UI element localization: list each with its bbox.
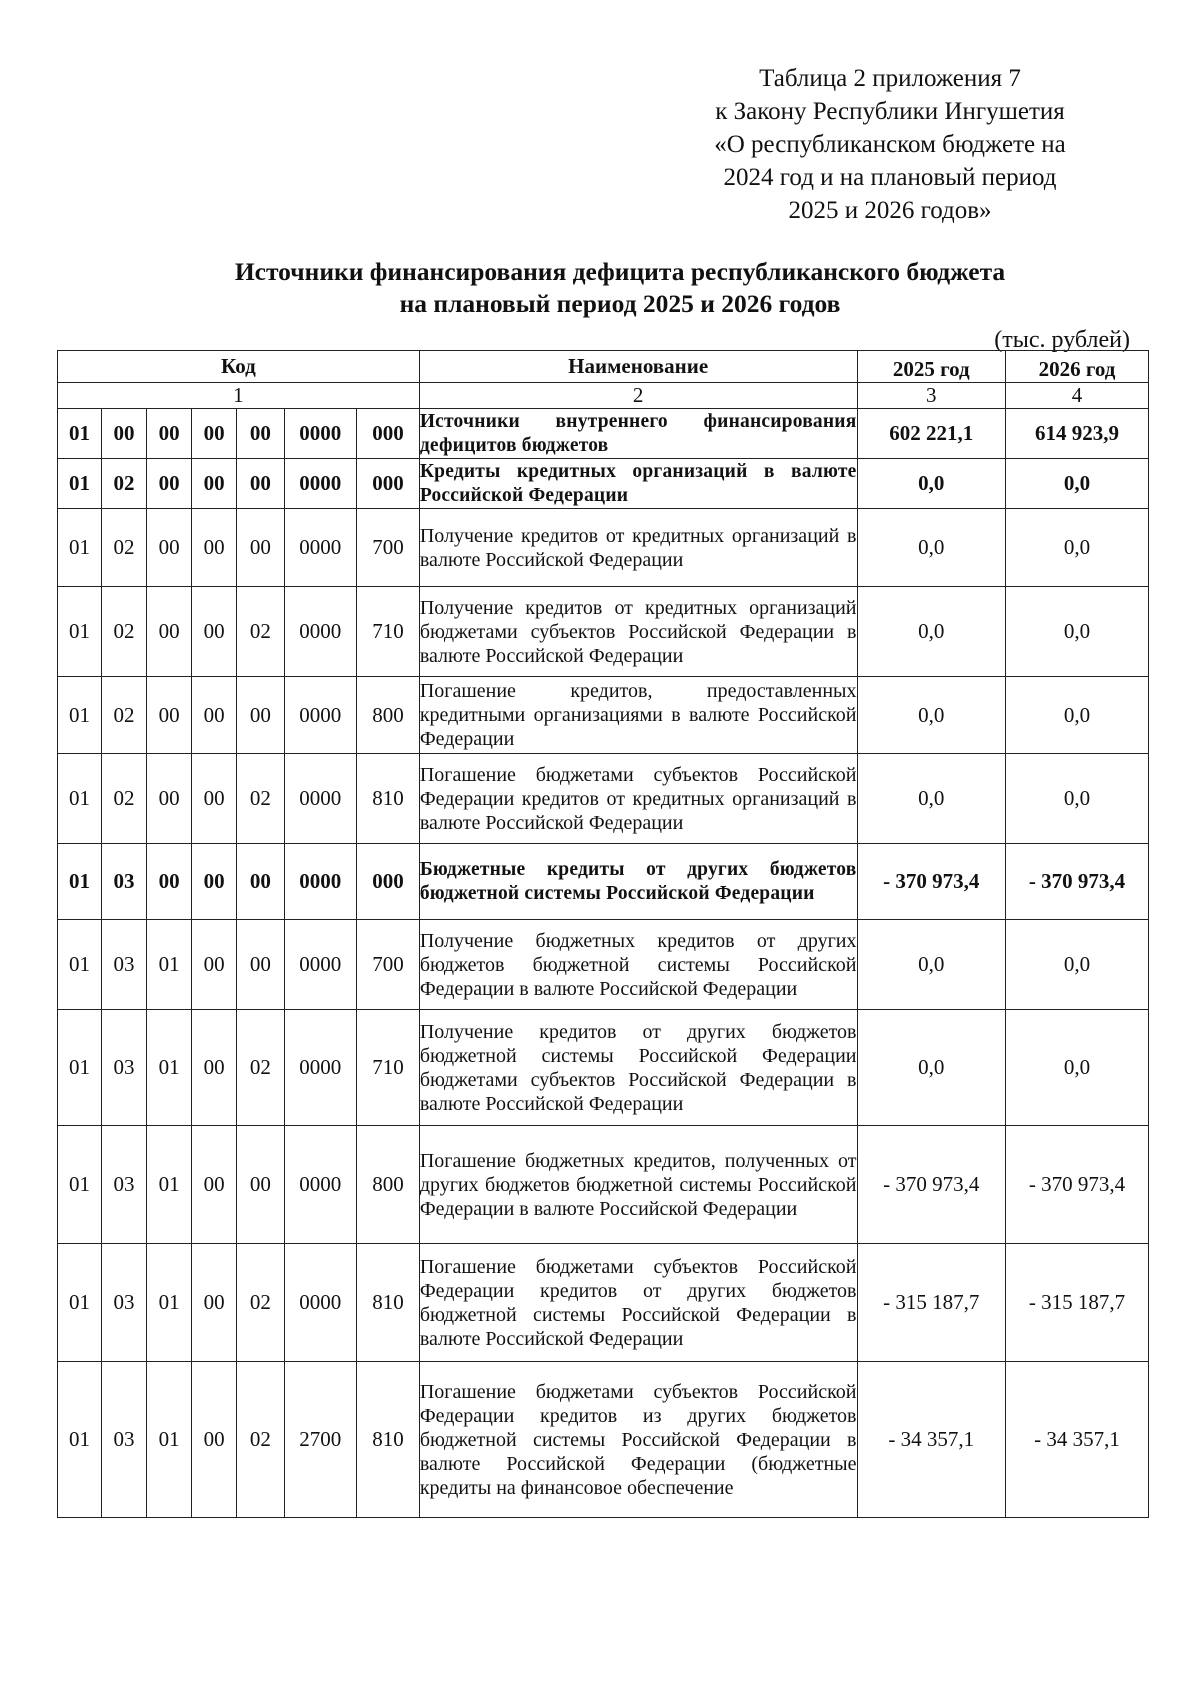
column-number-row [58,383,1149,409]
value-2026: - 34 357,1 [1005,1362,1148,1518]
code-segment-1: 01 [58,459,102,509]
header-code: Код [58,351,420,383]
row-name: Погашение бюджетами субъектов Российской Федерации кредитов от кредитных организаций в валюте Российской Федерации [419,754,857,844]
value-2025: 0,0 [857,509,1005,587]
header-row [58,351,1149,383]
value-2026: 0,0 [1005,509,1148,587]
value-2025: 602 221,1 [857,409,1005,459]
approval-line: Таблица 2 приложения 7 [759,65,1021,92]
approval-line: «О республиканском бюджете на [714,131,1066,158]
row-name: Получение бюджетных кредитов от других бюджетов бюджетной системы Российской Федерации в валюте Российской Федерации [419,920,857,1010]
value-2025: - 370 973,4 [857,844,1005,920]
header-2025: 2025 год [857,351,1005,383]
code-segment-3: 00 [147,754,192,844]
header-name: Наименование [419,351,857,383]
code-segment-6: 0000 [284,587,357,677]
value-2025: - 370 973,4 [857,1126,1005,1244]
column-number: 4 [1005,383,1148,409]
code-segment-6: 2700 [284,1362,357,1518]
row-name: Погашение кредитов, предоставленных кредитными организациями в валюте Российской Федерации [419,677,857,754]
table-row [58,920,1149,1010]
code-segment-7: 700 [357,509,420,587]
code-segment-3: 01 [147,1010,192,1126]
code-segment-5: 00 [237,920,284,1010]
row-name: Получение кредитов от кредитных организаций в валюте Российской Федерации [419,509,857,587]
code-segment-3: 00 [147,509,192,587]
code-segment-3: 01 [147,1244,192,1362]
code-segment-2: 03 [101,920,146,1010]
table-row [58,1126,1149,1244]
code-segment-4: 00 [192,1010,237,1126]
row-name: Погашение бюджетами субъектов Российской Федерации кредитов от других бюджетов бюджетной системы Российской Федерации в валюте Российской Федерации [419,1244,857,1362]
code-segment-4: 00 [192,677,237,754]
column-number: 3 [857,383,1005,409]
row-name: Получение кредитов от других бюджетов бюджетной системы Российской Федерации бюджетами субъектов Российской Федерации в валюте Российской Федерации [419,1010,857,1126]
code-segment-4: 00 [192,509,237,587]
table-row [58,1362,1149,1518]
value-2026: 0,0 [1005,587,1148,677]
code-segment-2: 02 [101,587,146,677]
row-name: Погашение бюджетных кредитов, полученных от других бюджетов бюджетной системы Российской Федерации в валюте Российской Федерации [419,1126,857,1244]
approval-line: 2024 год и на плановый период [723,164,1057,191]
code-segment-5: 00 [237,677,284,754]
approval-note [640,62,1140,227]
code-segment-2: 02 [101,754,146,844]
code-segment-7: 800 [357,1126,420,1244]
code-segment-2: 03 [101,1244,146,1362]
code-segment-7: 810 [357,754,420,844]
code-segment-7: 810 [357,1362,420,1518]
code-segment-6: 0000 [284,1126,357,1244]
code-segment-1: 01 [58,920,102,1010]
code-segment-4: 00 [192,1126,237,1244]
code-segment-5: 00 [237,459,284,509]
header-2026: 2026 год [1005,351,1148,383]
code-segment-7: 710 [357,587,420,677]
table-row [58,844,1149,920]
row-name: Источники внутреннего финансирования дефицитов бюджетов [419,409,857,459]
code-segment-7: 800 [357,677,420,754]
code-segment-4: 00 [192,409,237,459]
code-segment-1: 01 [58,1244,102,1362]
table-row [58,1244,1149,1362]
code-segment-2: 03 [101,1362,146,1518]
code-segment-7: 000 [357,844,420,920]
value-2026: 0,0 [1005,920,1148,1010]
code-segment-1: 01 [58,1126,102,1244]
code-segment-4: 00 [192,1362,237,1518]
table-row [58,754,1149,844]
code-segment-6: 0000 [284,509,357,587]
units-label: (тыс. рублей) [994,327,1130,353]
budget-sources-table [57,350,1149,1518]
table-row [58,587,1149,677]
row-name: Погашение бюджетами субъектов Российской Федерации кредитов из других бюджетов бюджетной системы Российской Федерации в валюте Российской Федерации (бюджетные кредиты на финансовое обеспечение [419,1362,857,1518]
code-segment-6: 0000 [284,409,357,459]
code-segment-2: 00 [101,409,146,459]
code-segment-3: 00 [147,459,192,509]
value-2025: 0,0 [857,754,1005,844]
code-segment-2: 02 [101,677,146,754]
approval-line: к Закону Республики Ингушетия [715,98,1065,125]
code-segment-4: 00 [192,459,237,509]
code-segment-1: 01 [58,677,102,754]
code-segment-4: 00 [192,587,237,677]
value-2026: 0,0 [1005,754,1148,844]
approval-line: 2025 и 2026 годов» [788,197,992,224]
row-name: Бюджетные кредиты от других бюджетов бюджетной системы Российской Федерации [419,844,857,920]
code-segment-2: 03 [101,1010,146,1126]
value-2026: 0,0 [1005,677,1148,754]
code-segment-2: 03 [101,1126,146,1244]
code-segment-1: 01 [58,587,102,677]
code-segment-7: 710 [357,1010,420,1126]
code-segment-5: 02 [237,587,284,677]
code-segment-1: 01 [58,509,102,587]
title-line-1: Источники финансирования дефицита республиканского бюджета [234,257,1006,286]
code-segment-6: 0000 [284,844,357,920]
code-segment-3: 00 [147,677,192,754]
code-segment-5: 02 [237,1362,284,1518]
value-2026: - 370 973,4 [1005,844,1148,920]
table-row [58,1010,1149,1126]
code-segment-2: 02 [101,459,146,509]
value-2025: 0,0 [857,459,1005,509]
code-segment-7: 000 [357,459,420,509]
code-segment-4: 00 [192,1244,237,1362]
row-name: Кредиты кредитных организаций в валюте Российской Федерации [419,459,857,509]
code-segment-6: 0000 [284,754,357,844]
table-row [58,509,1149,587]
title-line-2: на плановый период 2025 и 2026 годов [399,289,841,318]
value-2025: 0,0 [857,920,1005,1010]
value-2025: 0,0 [857,677,1005,754]
code-segment-6: 0000 [284,677,357,754]
document-title [120,256,1120,320]
value-2025: 0,0 [857,1010,1005,1126]
column-number: 2 [419,383,857,409]
table-row [58,459,1149,509]
code-segment-5: 00 [237,509,284,587]
code-segment-7: 000 [357,409,420,459]
code-segment-3: 00 [147,587,192,677]
value-2026: 0,0 [1005,1010,1148,1126]
value-2025: - 315 187,7 [857,1244,1005,1362]
value-2025: 0,0 [857,587,1005,677]
code-segment-5: 00 [237,1126,284,1244]
code-segment-6: 0000 [284,1244,357,1362]
code-segment-4: 00 [192,844,237,920]
table-body [58,351,1149,1518]
table-row [58,677,1149,754]
code-segment-1: 01 [58,844,102,920]
code-segment-1: 01 [58,1010,102,1126]
row-name: Получение кредитов от кредитных организаций бюджетами субъектов Российской Федерации в валюте Российской Федерации [419,587,857,677]
code-segment-7: 810 [357,1244,420,1362]
value-2026: - 370 973,4 [1005,1126,1148,1244]
code-segment-5: 02 [237,1010,284,1126]
value-2025: - 34 357,1 [857,1362,1005,1518]
code-segment-5: 02 [237,1244,284,1362]
code-segment-2: 03 [101,844,146,920]
code-segment-3: 01 [147,1126,192,1244]
value-2026: - 315 187,7 [1005,1244,1148,1362]
code-segment-3: 01 [147,920,192,1010]
code-segment-5: 00 [237,844,284,920]
code-segment-1: 01 [58,409,102,459]
table-row [58,409,1149,459]
code-segment-3: 00 [147,409,192,459]
code-segment-5: 02 [237,754,284,844]
code-segment-4: 00 [192,754,237,844]
code-segment-6: 0000 [284,1010,357,1126]
code-segment-3: 00 [147,844,192,920]
column-number: 1 [58,383,420,409]
value-2026: 0,0 [1005,459,1148,509]
value-2026: 614 923,9 [1005,409,1148,459]
code-segment-5: 00 [237,409,284,459]
code-segment-6: 0000 [284,920,357,1010]
code-segment-1: 01 [58,1362,102,1518]
code-segment-6: 0000 [284,459,357,509]
code-segment-7: 700 [357,920,420,1010]
code-segment-1: 01 [58,754,102,844]
code-segment-2: 02 [101,509,146,587]
code-segment-3: 01 [147,1362,192,1518]
code-segment-4: 00 [192,920,237,1010]
